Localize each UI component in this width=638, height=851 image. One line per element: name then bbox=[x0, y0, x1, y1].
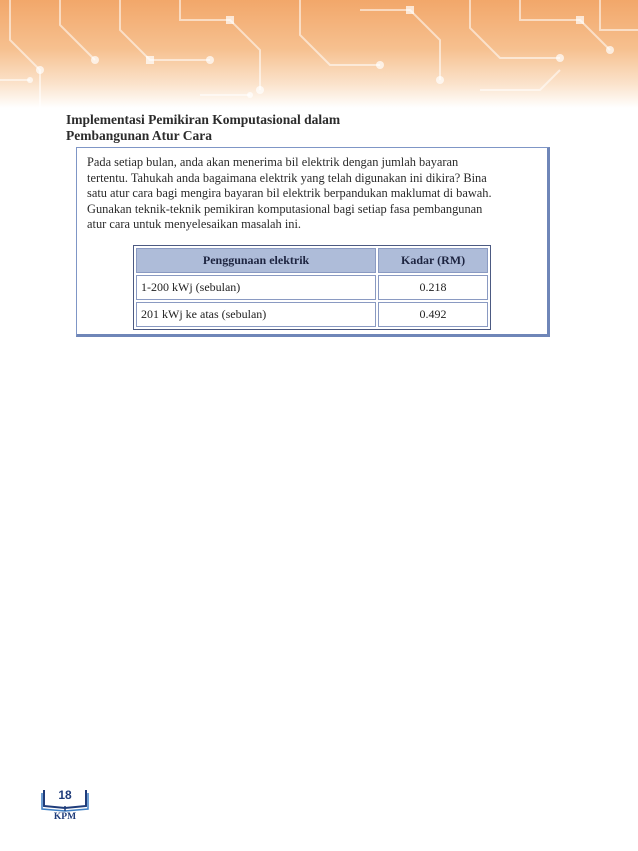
table-row bbox=[136, 275, 488, 300]
usage-cell: 201 kWj ke atas (sebulan) bbox=[136, 302, 376, 327]
electricity-rate-table bbox=[133, 245, 491, 330]
problem-statement-box bbox=[76, 147, 550, 337]
problem-line-2: tertentu. Tahukah anda bagaimana elektrik yang telah digunakan ini dikira? Bina bbox=[87, 170, 487, 185]
table-row bbox=[136, 302, 488, 327]
rate-cell: 0.218 bbox=[378, 275, 488, 300]
header-usage: Penggunaan elektrik bbox=[136, 248, 376, 273]
page-number: 18 bbox=[58, 788, 72, 802]
rate-cell: 0.492 bbox=[378, 302, 488, 327]
problem-line-4: Gunakan teknik-teknik pemikiran komputasional bagi setiap fasa pembangunan bbox=[87, 201, 483, 216]
section-heading-line2: Pembangunan Atur Cara bbox=[66, 128, 213, 143]
problem-line-5: atur cara untuk menyelesaikan masalah ini. bbox=[87, 217, 301, 232]
section-heading bbox=[66, 112, 406, 144]
section-heading-line1: Implementasi Pemikiran Komputasional dalam bbox=[66, 112, 341, 127]
page-number-badge bbox=[40, 784, 90, 830]
circuit-pattern-graphic bbox=[0, 0, 638, 108]
header-rate: Kadar (RM) bbox=[378, 248, 488, 273]
table-header-row bbox=[136, 248, 488, 273]
header-circuit-band bbox=[0, 0, 638, 108]
publisher-label: KPM bbox=[53, 812, 77, 822]
problem-line-3: satu atur cara bagi mengira bayaran bil elektrik berpandukan maklumat di bawah. bbox=[87, 186, 492, 201]
problem-statement-text bbox=[87, 155, 539, 233]
usage-cell: 1-200 kWj (sebulan) bbox=[136, 275, 376, 300]
problem-line-1: Pada setiap bulan, anda akan menerima bil elektrik dengan jumlah bayaran bbox=[87, 155, 459, 169]
